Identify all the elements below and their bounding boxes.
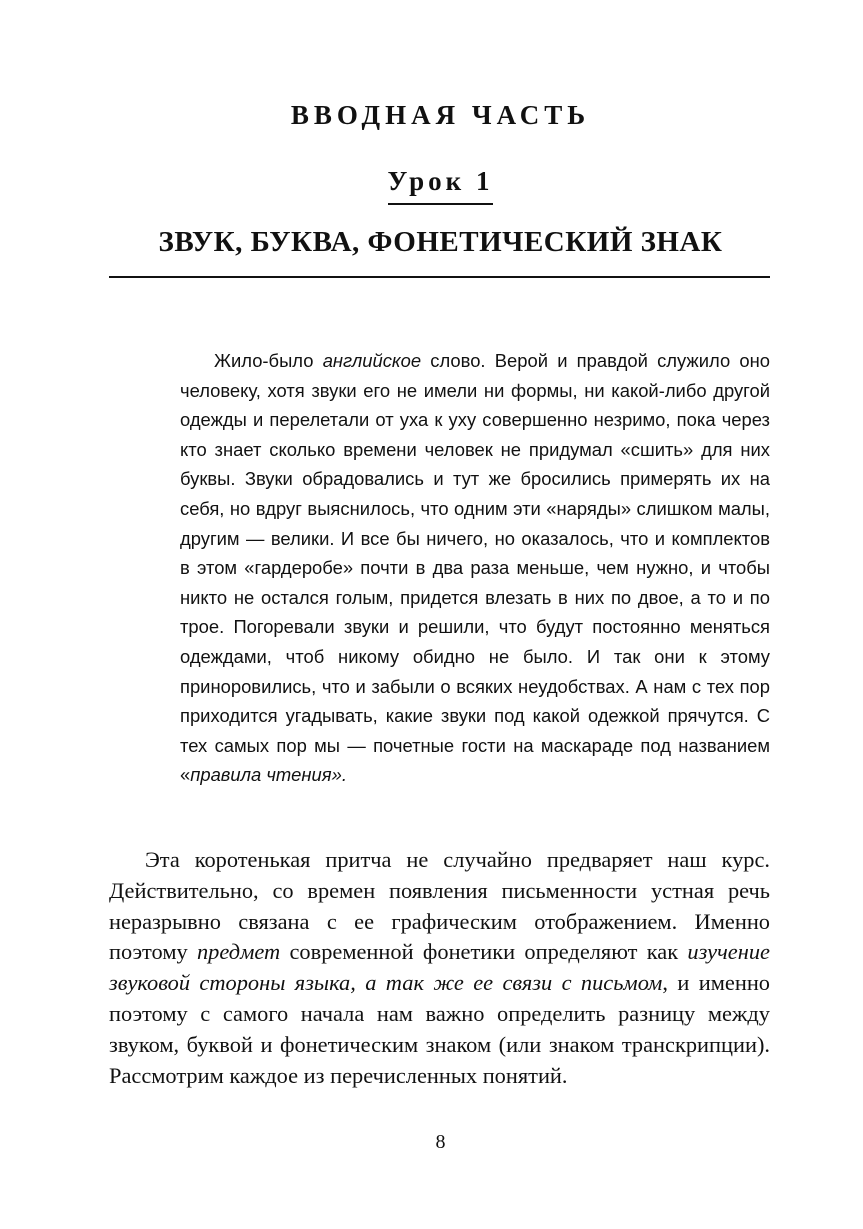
epigraph-italic-2: правила чтения».	[190, 764, 347, 786]
body-text-2: современной фонетики определяют как	[280, 939, 688, 965]
section-title: ВВОДНАЯ ЧАСТЬ	[290, 100, 591, 130]
body-italic-1: предмет	[196, 939, 281, 965]
body-paragraph	[109, 845, 770, 1091]
lesson-title: Урок 1	[388, 166, 494, 205]
epigraph-text-2: слово. Верой и правдой служило оно человеку, хотя звуки его не имели ни формы, ни какой-либо другой одежды и перелетали от уха к уху совершенно незримо, пока через кто знает сколько времени человек не придумал «сшить» для них буквы. Звуки обрадовались и тут же бросились примерять их на себя, но вдруг выяснилось, что одним эти «наряды» слишком малы, другим — велики. И все бы ничего, но оказалось, что и комплектов в этом «гардеробе» почти в два раза меньше, чем нужно, и чтобы никто не остался голым, придется влезать в них по двое, а то и по трое. Погоревали звуки и решили, что будут постоянно меняться одеждами, чтоб никому обидно не было. И так они к этому приноровились, что и забыли о всяких неудобствах. А нам с тех пор приходится угадывать, какие звуки под какой одежкой прячутся. С тех самых пор мы — почетные гости на маскараде под названием «	[180, 350, 770, 786]
body-text-3: , и именно поэтому с самого начала нам важно определить разницу между звуком, буквой и фонетическим знаком (или знаком транскрипции). Рассмотрим каждое из перечисленных понятий.	[109, 970, 770, 1088]
body-text-1: Эта коротенькая притча не случайно предваряет наш курс. Действительно, со времен появления письменности устная речь неразрывно связана с ее графическим отображением. Именно поэтому	[109, 847, 770, 965]
epigraph-paragraph	[180, 346, 770, 790]
body-italic-2: изучение звуковой стороны языка, а так же ее связи с письмом	[109, 939, 770, 996]
epigraph-italic-1: английское	[322, 350, 422, 371]
chapter-title: ЗВУК, БУКВА, ФОНЕТИЧЕСКИЙ ЗНАК	[158, 226, 723, 258]
lesson-heading	[0, 166, 863, 205]
title-divider	[109, 276, 770, 278]
page-number: 8	[435, 1131, 446, 1153]
epigraph-text-1: Жило-было	[214, 350, 323, 371]
